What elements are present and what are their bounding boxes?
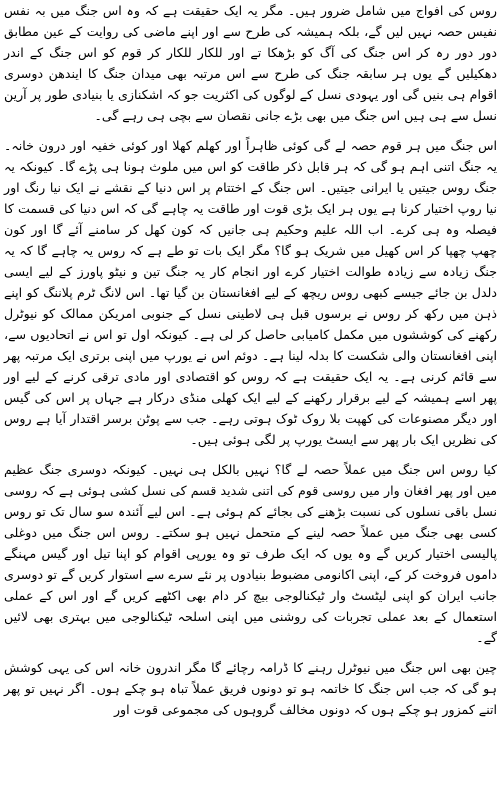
paragraph-1: روس کی افواج میں شامل ضرور ہیں۔ مگر یہ ایک حقیقت ہے کہ وہ اس جنگ میں بہ نفس نفیس حصہ نہیں لیں گے، بلکہ ہمیشہ کی طرح سے اور اپنے ماضی کی روایت کے عین مطابق دور دور رہ کر اس جنگ کی آگ کو بڑھکا تے اور للکار للکار کر قوم کو اس جنگ کے اندر دھکیلیں گے یوں ہر سابقہ جنگ کی طرح سے اس مرتبہ بھی میدان جنگ کا ایندھن دوسری اقوام ہی بنیں گی اور یہودی نسل کے لوگوں کی اکثریت جو کہ اشکنازی یا بنیادی طور پر آرین نسل سے ہی ہیں اس جنگ میں بھی بڑے جانی نقصان سے بچی ہی رہے گی۔	[4, 3, 497, 123]
paragraph-2: اس جنگ میں ہر قوم حصہ لے گی کوئی ظاہراً اور کھلم کھلا اور کوئی خفیہ اور درون خانہ۔ یہ جنگ اتنی اہم ہو گی کہ ہر قابل ذکر طاقت کو اس میں ملوث ہونا ہی پڑے گا۔ کیونکہ یہ جنگ روس جیتیں یا ایرانی جیتیں۔ اس جنگ کے اختتام پر اس دنیا کے نقشے نے ایک نیا رنگ اور نیا روپ اختیار کرنا ہے یوں ہر ایک بڑی قوت اور طاقت یہ چاہے گی کہ اس دنیا کی قسمت کا فیصلہ وہ ہی کرے۔ اب اللہ علیم وحکیم ہی جانیں کہ کون کھل کر سامنے آئے گا اور کون چھپ چھپا کر اس کھیل میں شریک ہو گا؟ مگر ایک بات تو طے ہے کہ روس یہ چاہے گا کہ یہ جنگ زیادہ سے زیادہ طوالت اختیار کرے اور انجام کار یہ جنگ تین و نیٹو پاورز کے لیے ایسی دلدل بن جائے جیسے کبھی روس ریچھ کے لیے افغانستان بن گیا تھا۔ اس لانگ ٹرم پلاننگ کو اپنے ذہن میں رکھ کر روس نے برسوں قبل ہی لاطینی نسل کے جنوبی امریکن ممالک کو نیوٹرل رکھنے کی کوششوں میں مکمل کامیابی حاصل کر لی ہے۔ کیونکہ اول تو اس نے اتحادیوں سے، اپنی افغانستان والی شکست کا بدلہ لینا ہے۔ دوئم اس نے یورپ میں اپنی برتری ایک مرتبہ پھر سے قائم کرنی ہے۔ یہ ایک حقیقت ہے کہ روس کو اقتصادی اور مادی ترقی کرنے کے لیے اور پھر اسے ہمیشہ کے لیے برقرار رکھنے کے لیے ایک کھلی منڈی درکار ہے جہاں پر اس کی گیس اور دیگر مصنوعات کی کھپت بلا روک ٹوک ہوتی رہے۔ جب سے پوٹن برسر اقتدار آیا ہے روس کی نظریں ایک بار پھر سے ایسٹ یورپ پر لگی ہوئی ہیں۔	[4, 138, 497, 447]
paragraph-3: کیا روس اس جنگ میں عملاً حصہ لے گا؟ نہیں بالکل ہی نہیں۔ کیونکہ دوسری جنگ عظیم میں اور پھر افغان وار میں روسی قوم کی اتنی شدید قسم کی نسل کشی ہوئی ہے کہ روسی نسل باقی نسلوں کی نسبت بڑھنے کی بجائے کم ہوئی ہے۔ اس لیے آئندہ سو سال تک تو روس کسی بھی جنگ میں عملاً حصہ لینے کے متحمل نہیں ہو سکتے۔ روس اس جنگ میں دوغلی پالیسی اختیار کریں گے وہ یوں کہ ایک طرف تو وہ یورپی اقوام کو اپنا تیل اور گیس مہنگے داموں فروخت کر کے، اپنی اکانومی مضبوط بنیادوں پر نئے سرے سے استوار کریں گے تو دوسری جانب ایران کو اپنی لیٹسٹ وار ٹیکنالوجی بیچ کر دام بھی اکٹھے کریں گے اور اس کے عملی استعمال کے بعد عملی تجربات کی روشنی میں اپنی اسلحہ ٹیکنالوجی میں بہتری بھی لائیں گے۔	[4, 462, 497, 645]
paragraph-4: چین بھی اس جنگ میں نیوٹرل رہنے کا ڈرامہ رچائے گا مگر اندرون خانہ اس کی یہی کوشش ہو گی کہ جب اس جنگ کا خاتمہ ہو تو دونوں فریق عملاً تباہ ہو چکے ہوں۔ اگر نہیں تو پھر اتنے کمزور ہو چکے ہوں کہ دونوں مخالف گروہوں کی مجموعی قوت اور	[4, 660, 497, 717]
